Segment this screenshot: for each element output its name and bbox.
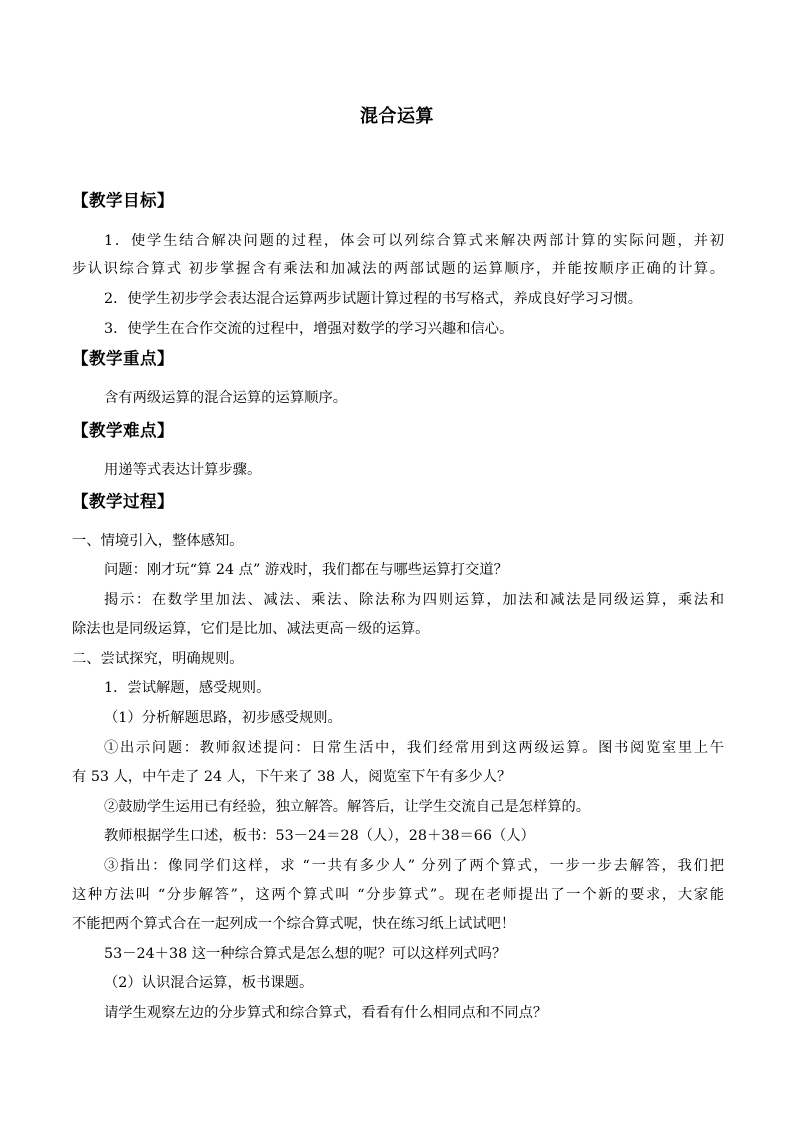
key-points-text: 含有两级运算的混合运算的运算顺序。 [104,390,348,406]
heading-teaching-process: 【教学过程】 [72,492,174,511]
process-step-1: 1．尝试解题，感受规则。 [104,680,271,696]
process-problem-line-2: 有 53 人，中午走了 24 人，下午来了 38 人，阅览室下午有多少人？ [72,769,512,785]
process-question: 问题：刚才玩“算 24 点” 游戏时，我们都在与哪些运算打交道？ [104,562,508,578]
process-reveal-line-2: 除法也是同级运算，它们是比加、减法更高－级的运算。 [72,621,430,637]
goal-1-line-1: 1．使学生结合解决问题的过程，体会可以列综合算式来解决两部计算的实际问题，并初 [104,233,724,249]
process-combined-formula-question: 53－24＋38 这一种综合算式是怎么想的呢？可以这样列式吗？ [104,946,507,962]
process-step-1-sub-1: （1）分析解题思路，初步感受规则。 [104,710,342,726]
process-point-line-2: 这种方法叫 “分步解答”，这两个算式叫 “分步算式”。现在老师提出了一个新的要求，大家能 [72,887,724,903]
heading-teaching-goals: 【教学目标】 [72,191,174,210]
heading-teaching-difficulties: 【教学难点】 [72,421,174,440]
goal-1-line-2: 步认识综合算式 初步掌握含有乘法和加减法的两部试题的运算顺序，并能按顺序正确的计算。 [72,261,724,277]
process-step-1-sub-2: （2）认识混合运算，板书课题。 [104,975,314,991]
process-reveal-line-1: 揭示：在数学里加法、减法、乘法、除法称为四则运算，加法和减法是同级运算，乘法和 [104,592,724,608]
page-title: 混合运算 [360,106,434,127]
process-point-line-1: ③指出：像同学们这样，求 “一共有多少人” 分列了两个算式，一步一步去解答，我们把 [104,858,724,874]
process-point-line-3: 不能把两个算式合在一起列成一个综合算式呢，快在练习纸上试试吧！ [72,916,516,932]
process-section-1-title: 一、情境引入，整体感知。 [72,533,244,549]
process-board-writing: 教师根据学生口述，板书：53－24＝28（人），28＋38＝66（人） [104,828,535,844]
difficulties-text: 用递等式表达计算步骤。 [104,462,262,478]
process-observe-prompt: 请学生观察左边的分步算式和综合算式，看看有什么相同点和不同点？ [104,1005,548,1021]
process-encourage: ②鼓励学生运用已有经验，独立解答。解答后，让学生交流自己是怎样算的。 [104,799,591,815]
process-section-2-title: 二、尝试探究，明确规则。 [72,651,244,667]
process-problem-line-1: ①出示问题：教师叙述提问：日常生活中，我们经常用到这两级运算。图书阅览室里上午 [104,740,724,756]
heading-teaching-key-points: 【教学重点】 [72,349,174,368]
goal-2: 2．使学生初步学会表达混合运算两步试题计算过程的书写格式，养成良好学习习惯。 [104,291,643,307]
goal-3: 3．使学生在合作交流的过程中，增强对数学的学习兴趣和信心。 [104,321,514,337]
